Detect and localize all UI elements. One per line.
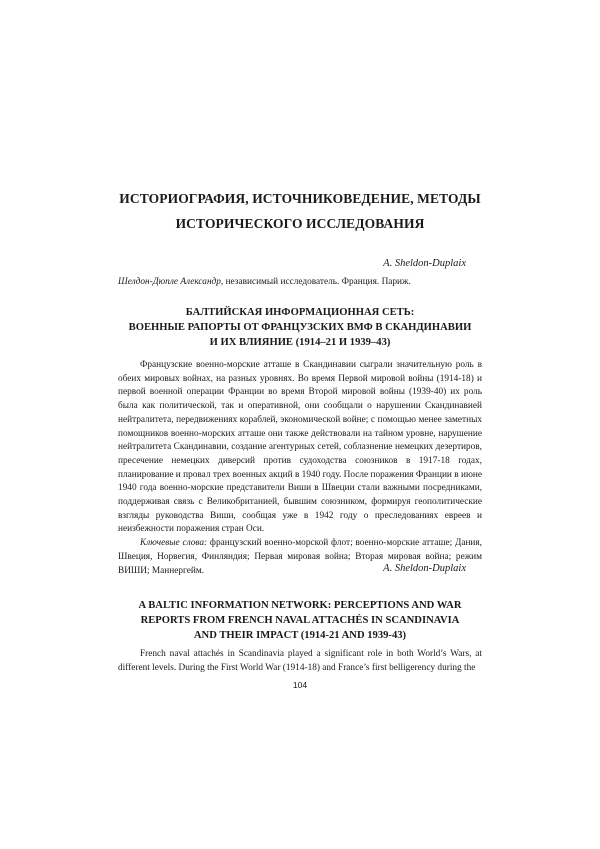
abstract-ru-text: Французские военно-морские атташе в Скандинавии сыграли значительную роль в обеих мировых войнах, на разных уровнях. Во время Первой мировой войны (1914-18) и первой военной операции Франции во время Второй мировой войны (1939-40) их роль была как политической, так и оперативной, они сообщали о нарушении Скандинавией нейтралитета, передвижениях кораблей, экономической войне; с помощью менее заметных помощников военно-морских атташе они также действовали на тайном уровне, нарушение нейтралитета Скандинавии, создание агентурных сетей, соблазнение немецких дезертиров, пресечение немецких диверсий против судоходства союзников в 1917-18 годах, планирование и провал трех военных акций в 1940 году. После поражения Франции в июне 1940 года военно-морские представители Виши в Швеции стали важными посредниками, поддерживая связь с Великобританией, бывшим союзником, формируя геополитические взгляды руководства Виши, сообщая уже в 1942 году о преследованиях евреев и неизбежности поражения стран Оси. bbox=[118, 360, 482, 535]
body-en bbox=[118, 648, 482, 675]
keywords-label: Ключевые слова: bbox=[140, 538, 208, 549]
section-title bbox=[100, 186, 500, 236]
abstract-ru bbox=[118, 359, 482, 578]
article-title-en bbox=[100, 598, 500, 643]
body-en-text: French naval attachés in Scandinavia played a significant role in both World’s Wars, at different levels. During the First World War (1914-18) and France’s first belligerency during the bbox=[118, 649, 482, 673]
author-affiliation bbox=[118, 277, 411, 287]
affiliation-name: Шелдон-Дюплe Александр bbox=[118, 277, 221, 287]
article-title-ru bbox=[100, 305, 500, 350]
section-title-line-2: ИСТОРИЧЕСКОГО ИССЛЕДОВАНИЯ bbox=[175, 216, 425, 231]
article-title-ru-line-2: ВОЕННЫЕ РАПОРТЫ ОТ ФРАНЦУЗСКИХ ВМФ В СКАНДИНАВИИ bbox=[128, 322, 472, 333]
affiliation-details: , независимый исследователь. Франция. Париж. bbox=[220, 277, 411, 287]
keywords-text: французский военно-морской флот; военно-морские атташе; Дания, Швеция, Норвегия, Финляндия; Первая мировая война; Вторая мировая война; режим ВИШИ; Маннергейм. bbox=[118, 538, 482, 576]
article-title-en-line-1: A BALTIC INFORMATION NETWORK: PERCEPTIONS AND WAR bbox=[138, 600, 462, 611]
author-ru: A. Sheldon-Duplaix bbox=[383, 258, 466, 269]
article-title-en-line-3: AND THEIR IMPACT (1914-21 AND 1939-43) bbox=[193, 630, 407, 641]
section-title-line-1: ИСТОРИОГРАФИЯ, ИСТОЧНИКОВЕДЕНИЕ, МЕТОДЫ bbox=[119, 191, 481, 206]
author-en: A. Sheldon-Duplaix bbox=[383, 563, 466, 574]
page-number: 104 bbox=[292, 680, 308, 690]
article-title-ru-line-3: И ИХ ВЛИЯНИЕ (1914–21 И 1939–43) bbox=[209, 337, 391, 348]
article-title-en-line-2: REPORTS FROM FRENCH NAVAL ATTACHÉS IN SCANDINAVIA bbox=[140, 615, 460, 626]
article-title-ru-line-1: БАЛТИЙСКАЯ ИНФОРМАЦИОННАЯ СЕТЬ: bbox=[185, 307, 415, 318]
